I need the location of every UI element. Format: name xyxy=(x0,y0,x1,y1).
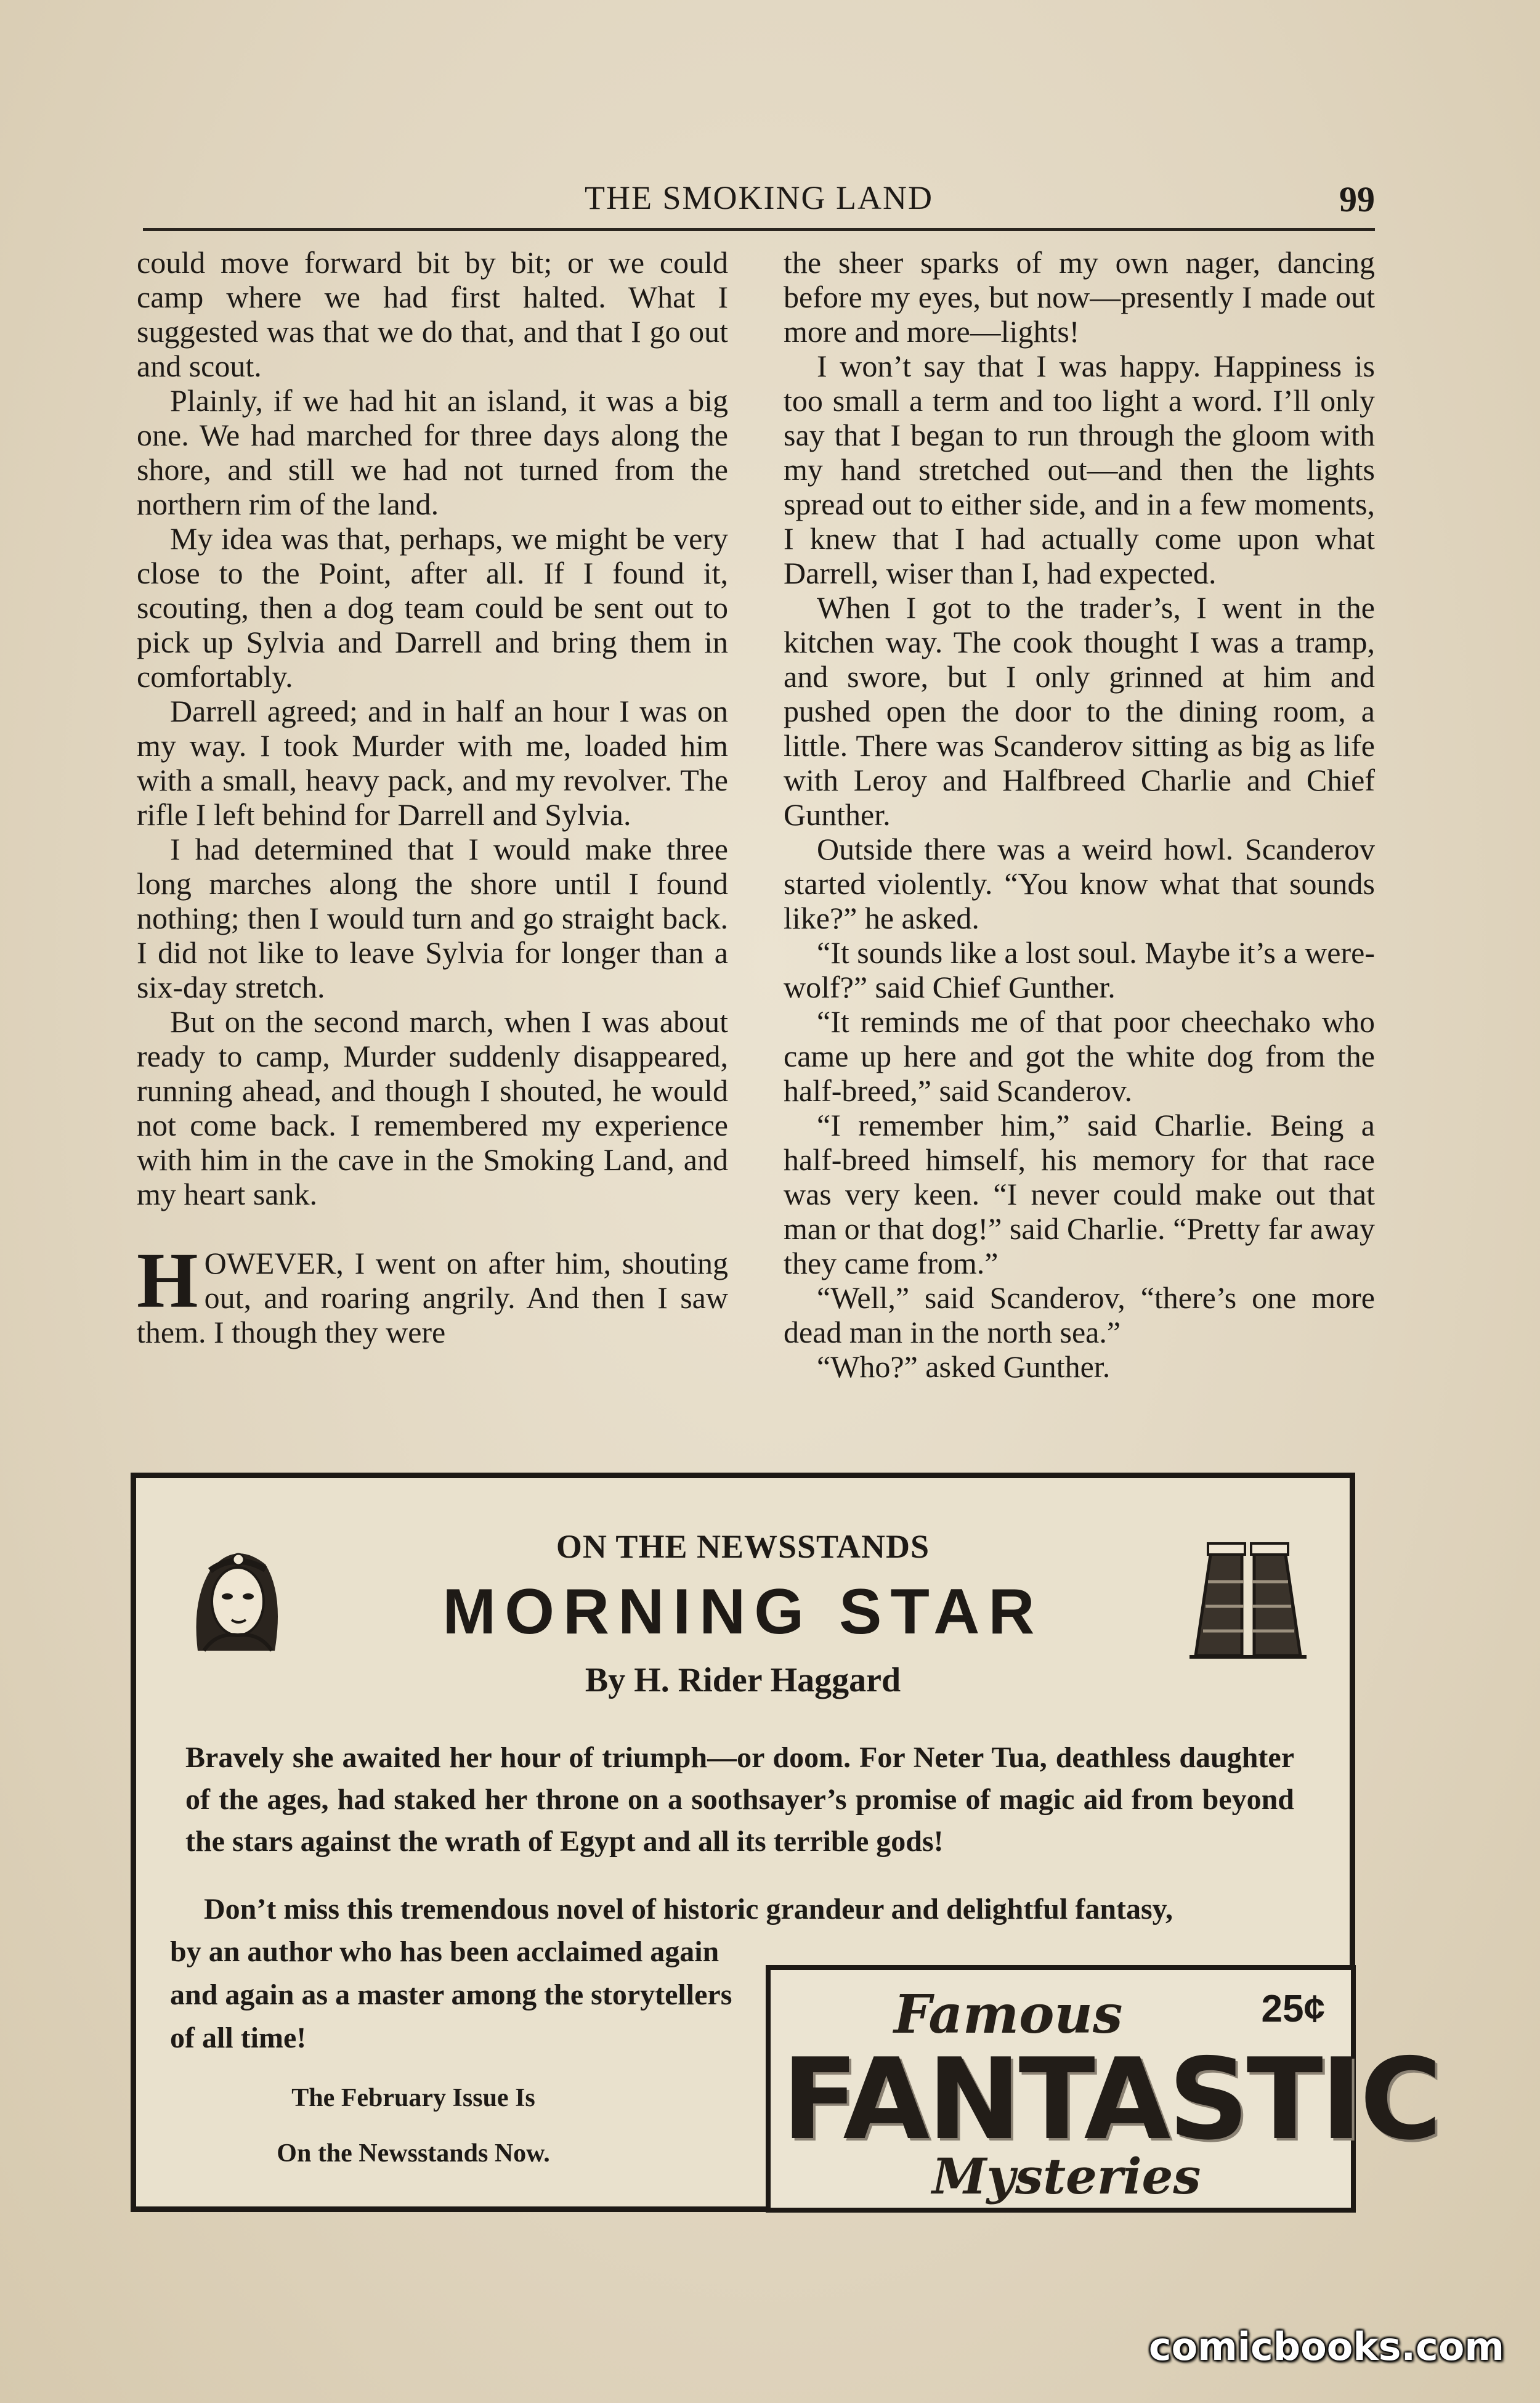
ad-issue-line: The February Issue Is xyxy=(291,2084,535,2112)
paragraph: I won’t say that I was happy. Happiness is too small a term and too light a word. I’ll only say that I began to run through the gloom with my hand stretched out—and then the lights spread out to either side, and in a few moments, I knew that I had actually come upon what Darrell, wiser than I, had expected. xyxy=(784,349,1375,590)
paragraph: “Well,” said Scanderov, “there’s one more dead man in the north sea.” xyxy=(784,1280,1375,1349)
page-header xyxy=(143,179,1375,231)
magazine-logo xyxy=(766,1965,1440,2213)
ad-cta-line: Don’t miss this tremendous novel of historic grandeur and delightful fantasy, xyxy=(204,1893,1173,1925)
paragraph: “It sounds like a lost soul. Maybe it’s a were-wolf?” said Chief Gunther. xyxy=(784,935,1375,1004)
paragraph: Darrell agreed; and in half an hour I was on my way. I took Murder with me, loaded him with a small, heavy pack, and my revolver. The rifle I left behind for Darrell and Sylvia. xyxy=(137,694,728,832)
paragraph: “I remember him,” said Charlie. Being a half-breed himself, his memory for that race was very keen. “I never could make out that man or that dog!” said Charlie. “Pretty far away they came from.” xyxy=(784,1108,1375,1280)
ad-blurb: Bravely she awaited her hour of triumph—or doom. For Neter Tua, deathless daughter of the ages, had staked her throne on a soothsayer’s promise of magic aid from beyond the stars against the wrath of Egypt and all its terrible gods! xyxy=(185,1741,1294,1858)
page-number: 99 xyxy=(1339,179,1375,219)
section-text: OWEVER, I went on after him, shouting out, and roaring angrily. And then I saw them. I though they were xyxy=(137,1246,728,1349)
paragraph: My idea was that, perhaps, we might be very close to the Point, after all. If I found it, scouting, then a dog team could be sent out to pick up Sylvia and Darrell and bring them in comfortably. xyxy=(137,521,728,694)
ad-cta-rest: by an author who has been acclaimed again and again as a master among the storytellers of all time! xyxy=(170,1935,732,2054)
section-paragraph xyxy=(137,1237,728,1349)
paragraph: Outside there was a weird howl. Scanderov started violently. “You know what that sounds like?” he asked. xyxy=(784,832,1375,935)
drop-cap: H xyxy=(137,1237,198,1324)
paragraph: When I got to the trader’s, I went in the kitchen way. The cook thought I was a tramp, and swore, but I only grinned at him and pushed open the door to the dining room, a little. There was Scanderov sitting as big as life with Leroy and Halfbreed Charlie and Chief Gunther. xyxy=(784,590,1375,832)
running-title: THE SMOKING LAND xyxy=(585,179,933,216)
paragraph: could move forward bit by bit; or we could camp where we had first halted. What I suggested was that we do that, and that I go out and scout. xyxy=(137,245,728,383)
paragraph: “Who?” asked Gunther. xyxy=(817,1349,1111,1384)
logo-famous: Famous xyxy=(894,1983,1123,2046)
advertisement-box xyxy=(131,1473,1440,2212)
paragraph: But on the second march, when I was about ready to camp, Murder suddenly disappeared, running ahead, and though I shouted, he would not come back. I remembered my experience with him in the cave in the Smoking Land, and my heart sank. xyxy=(137,1004,728,1211)
logo-mysteries: Mysteries xyxy=(932,2147,1201,2205)
ad-kicker: ON THE NEWSSTANDS xyxy=(556,1528,930,1565)
watermark: comicbooks.com xyxy=(1148,2324,1504,2369)
paragraph: I had determined that I would make three long marches along the shore until I found nothing; then I would turn and go straight back. I did not like to leave Sylvia for longer than a six-day stretch. xyxy=(137,832,728,1004)
left-column xyxy=(137,245,728,1349)
ad-issue-line: On the Newsstands Now. xyxy=(277,2139,550,2168)
paragraph: Plainly, if we had hit an island, it was a big one. We had marched for three days along the shore, and still we had not turned from the northern rim of the land. xyxy=(137,383,728,521)
logo-fantastic: FANTASTIC xyxy=(782,2034,1440,2165)
ad-title: MORNING STAR xyxy=(442,1576,1044,1648)
ad-author: By H. Rider Haggard xyxy=(585,1661,901,1699)
paragraph: “It reminds me of that poor cheechako who came up here and got the white dog from the half-breed,” said Scanderov. xyxy=(784,1004,1375,1108)
paragraph: the sheer sparks of my own nager, dancing before my eyes, but now—presently I made out more and more—lights! xyxy=(784,245,1375,349)
logo-price: 25¢ xyxy=(1261,1988,1325,2030)
right-column xyxy=(784,245,1375,1384)
